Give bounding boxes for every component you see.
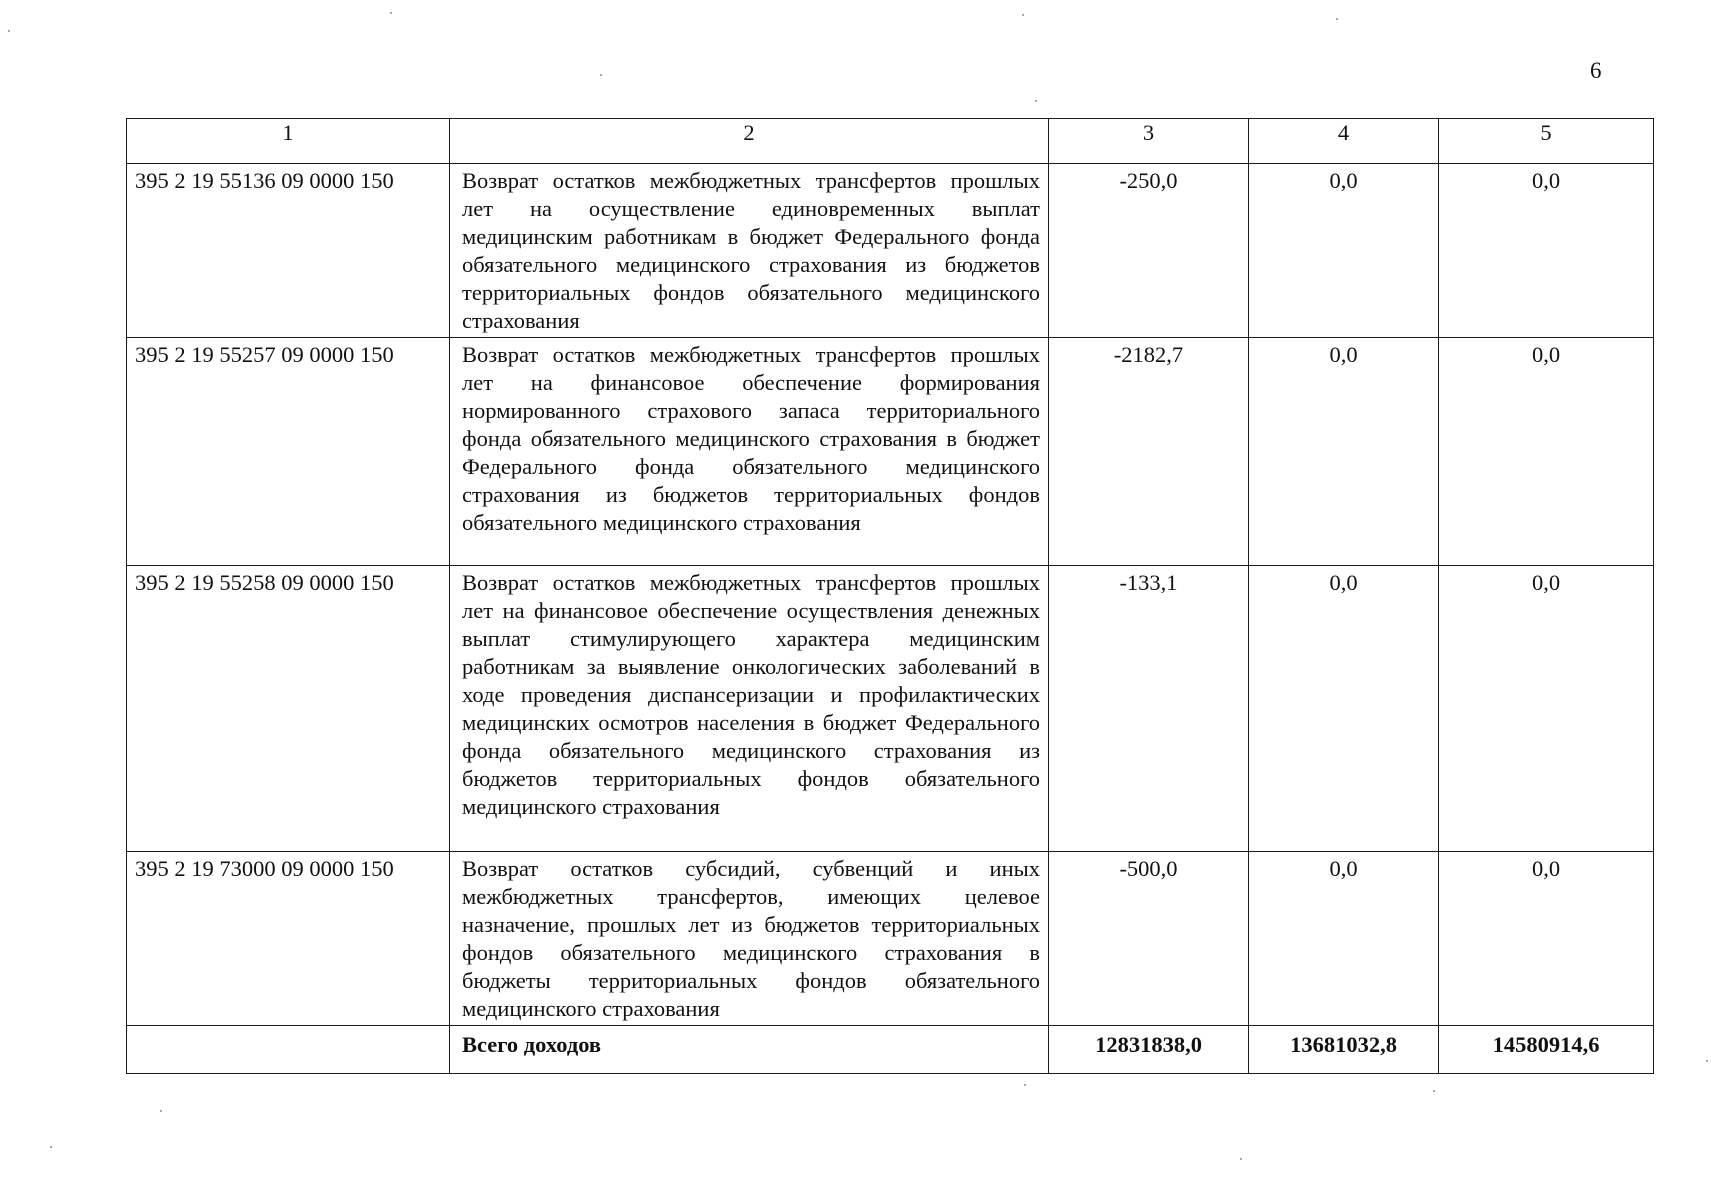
value-col4-cell: 0,0 <box>1249 164 1439 338</box>
value-col3-cell: -250,0 <box>1049 164 1249 338</box>
scan-speck <box>8 30 10 32</box>
total-code-cell <box>127 1026 450 1074</box>
table-row <box>127 852 1654 1026</box>
scan-speck <box>1706 1060 1708 1062</box>
value-col5-cell: 0,0 <box>1439 566 1654 852</box>
header-cell: 5 <box>1439 119 1654 164</box>
budget-code-cell: 395 2 19 55258 09 0000 150 <box>127 566 450 852</box>
table-row <box>127 566 1654 852</box>
value-col3-cell: -133,1 <box>1049 566 1249 852</box>
scan-speck <box>1336 18 1338 20</box>
total-row <box>127 1026 1654 1074</box>
scan-speck <box>1035 100 1037 102</box>
value-col4-cell: 0,0 <box>1249 566 1439 852</box>
description-cell: Возврат остатков межбюджетных трансфертов прошлых лет на финансовое обеспечение формирования нормированного страхового запаса территориального фонда обязательного медицинского страхования в бюджет Федерального фонда обязательного медицинского страхования из бюджетов территориальных фондов обязательного медицинского страхования <box>450 338 1049 566</box>
budget-code-cell: 395 2 19 55257 09 0000 150 <box>127 338 450 566</box>
scan-speck <box>50 1146 52 1148</box>
description-cell: Возврат остатков субсидий, субвенций и иных межбюджетных трансфертов, имеющих целевое назначение, прошлых лет из бюджетов территориальных фондов обязательного медицинского страхования в бюджеты территориальных фондов обязательного медицинского страхования <box>450 852 1049 1026</box>
header-cell: 4 <box>1249 119 1439 164</box>
scan-speck <box>1024 1084 1026 1086</box>
description-cell: Возврат остатков межбюджетных трансфертов прошлых лет на финансовое обеспечение осуществления денежных выплат стимулирующего характера медицинским работникам за выявление онкологических заболеваний в ходе проведения диспансеризации и профилактических медицинских осмотров населения в бюджет Федерального фонда обязательного медицинского страхования из бюджетов территориальных фондов обязательного медицинского страхования <box>450 566 1049 852</box>
value-col4-cell: 0,0 <box>1249 852 1439 1026</box>
scan-speck <box>600 74 602 76</box>
total-label-cell: Всего доходов <box>450 1026 1049 1074</box>
scan-speck <box>1240 1158 1242 1160</box>
page-number: 6 <box>1590 58 1602 83</box>
table-header-row <box>127 119 1654 164</box>
total-col4-cell: 13681032,8 <box>1249 1026 1439 1074</box>
header-cell: 1 <box>127 119 450 164</box>
table-row <box>127 338 1654 566</box>
budget-code-cell: 395 2 19 55136 09 0000 150 <box>127 164 450 338</box>
value-col5-cell: 0,0 <box>1439 338 1654 566</box>
table-row <box>127 164 1654 338</box>
header-cell: 2 <box>450 119 1049 164</box>
value-col3-cell: -500,0 <box>1049 852 1249 1026</box>
scan-speck <box>160 1110 162 1112</box>
budget-code-cell: 395 2 19 73000 09 0000 150 <box>127 852 450 1026</box>
total-col5-cell: 14580914,6 <box>1439 1026 1654 1074</box>
scan-speck <box>1022 14 1024 16</box>
total-col3-cell: 12831838,0 <box>1049 1026 1249 1074</box>
header-cell: 3 <box>1049 119 1249 164</box>
value-col3-cell: -2182,7 <box>1049 338 1249 566</box>
value-col4-cell: 0,0 <box>1249 338 1439 566</box>
value-col5-cell: 0,0 <box>1439 852 1654 1026</box>
value-col5-cell: 0,0 <box>1439 164 1654 338</box>
description-cell: Возврат остатков межбюджетных трансфертов прошлых лет на осуществление единовременных выплат медицинским работникам в бюджет Федерального фонда обязательного медицинского страхования из бюджетов территориальных фондов обязательного медицинского страхования <box>450 164 1049 338</box>
scan-speck <box>390 12 392 14</box>
revenue-table <box>126 118 1654 1074</box>
scan-speck <box>1433 1090 1435 1092</box>
